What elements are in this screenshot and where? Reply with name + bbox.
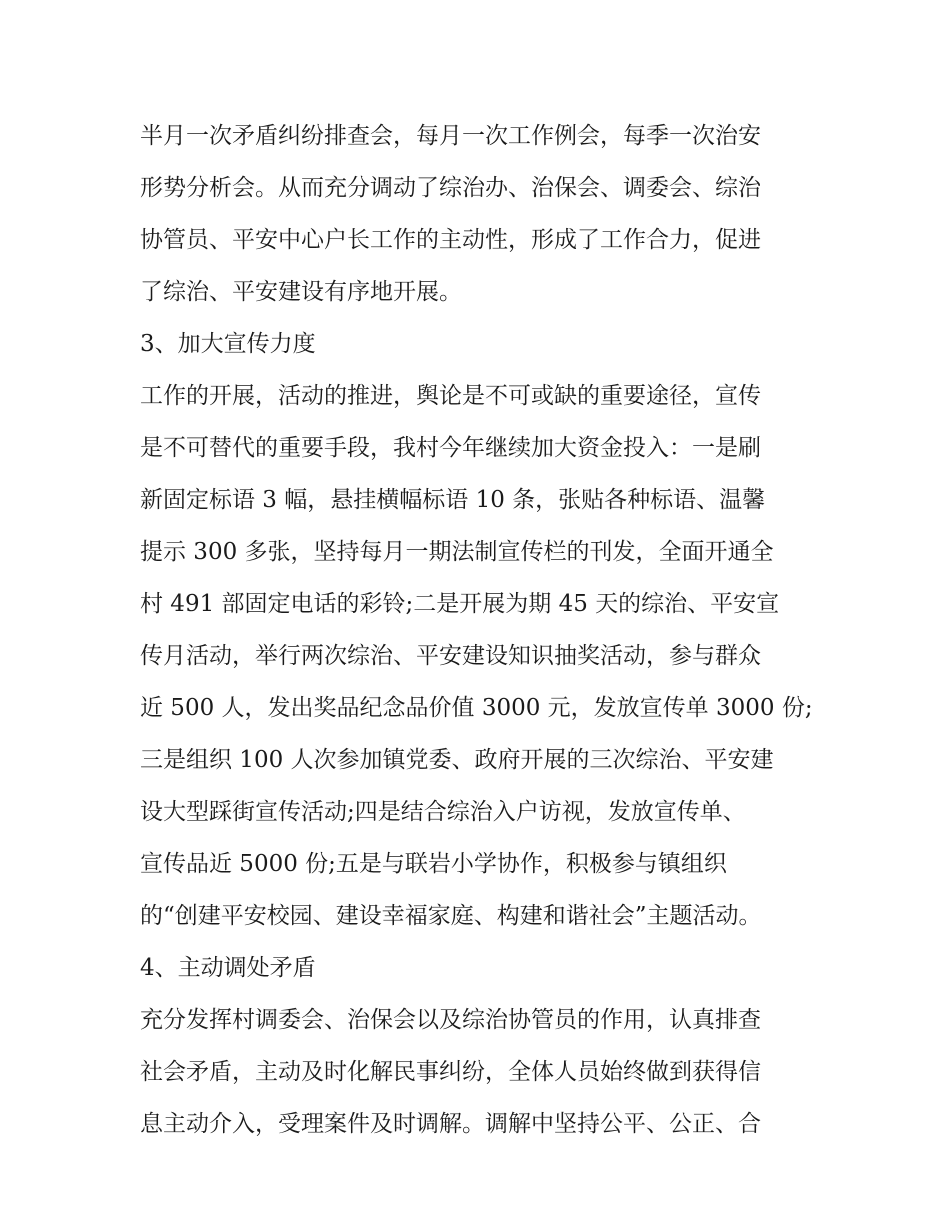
- document-body: [140, 110, 820, 1150]
- paragraph-line: 传月活动，举行两次综治、平安建设知识抽奖活动，参与群众: [140, 643, 761, 669]
- paragraph-line: 工作的开展，活动的推进，舆论是不可或缺的重要途径，宣传: [140, 383, 761, 409]
- section-heading: 4、主动调处矛盾: [140, 955, 316, 981]
- paragraph-line: 近 500 人，发出奖品纪念品价值 3000 元，发放宣传单 3000 份;: [140, 695, 813, 721]
- paragraph-line: 的“创建平安校园、建设幸福家庭、构建和谐社会”主题活动。: [140, 903, 762, 929]
- paragraph-line: 是不可替代的重要手段，我村今年继续加大资金投入：一是刷: [140, 435, 761, 461]
- paragraph-line: 设大型踩街宣传活动;四是结合综治入户访视，发放宣传单、: [140, 799, 746, 825]
- section-heading: 3、加大宣传力度: [140, 331, 316, 357]
- paragraph-line: 充分发挥村调委会、治保会以及综治协管员的作用，认真排查: [140, 1007, 761, 1033]
- paragraph-line: 三是组织 100 人次参加镇党委、政府开展的三次综治、平安建: [140, 747, 774, 773]
- paragraph-line: 半月一次矛盾纠纷排查会，每月一次工作例会，每季一次治安: [140, 123, 761, 149]
- paragraph-line: 提示 300 多张，坚持每月一期法制宣传栏的刊发，全面开通全: [140, 539, 774, 565]
- paragraph-line: 形势分析会。从而充分调动了综治办、治保会、调委会、综治: [140, 175, 761, 201]
- paragraph-line: 息主动介入，受理案件及时调解。调解中坚持公平、公正、合: [140, 1111, 761, 1137]
- paragraph-line: 宣传品近 5000 份;五是与联岩小学协作，积极参与镇组织: [140, 851, 727, 877]
- paragraph-line: 新固定标语 3 幅，悬挂横幅标语 10 条，张贴各种标语、温馨: [140, 487, 766, 513]
- paragraph-line: 了综治、平安建设有序地开展。: [140, 279, 462, 305]
- paragraph-line: 协管员、平安中心户长工作的主动性，形成了工作合力，促进: [140, 227, 761, 253]
- paragraph-line: 村 491 部固定电话的彩铃;二是开展为期 45 天的综治、平安宣: [140, 591, 780, 617]
- paragraph-line: 社会矛盾，主动及时化解民事纠纷，全体人员始终做到获得信: [140, 1059, 761, 1085]
